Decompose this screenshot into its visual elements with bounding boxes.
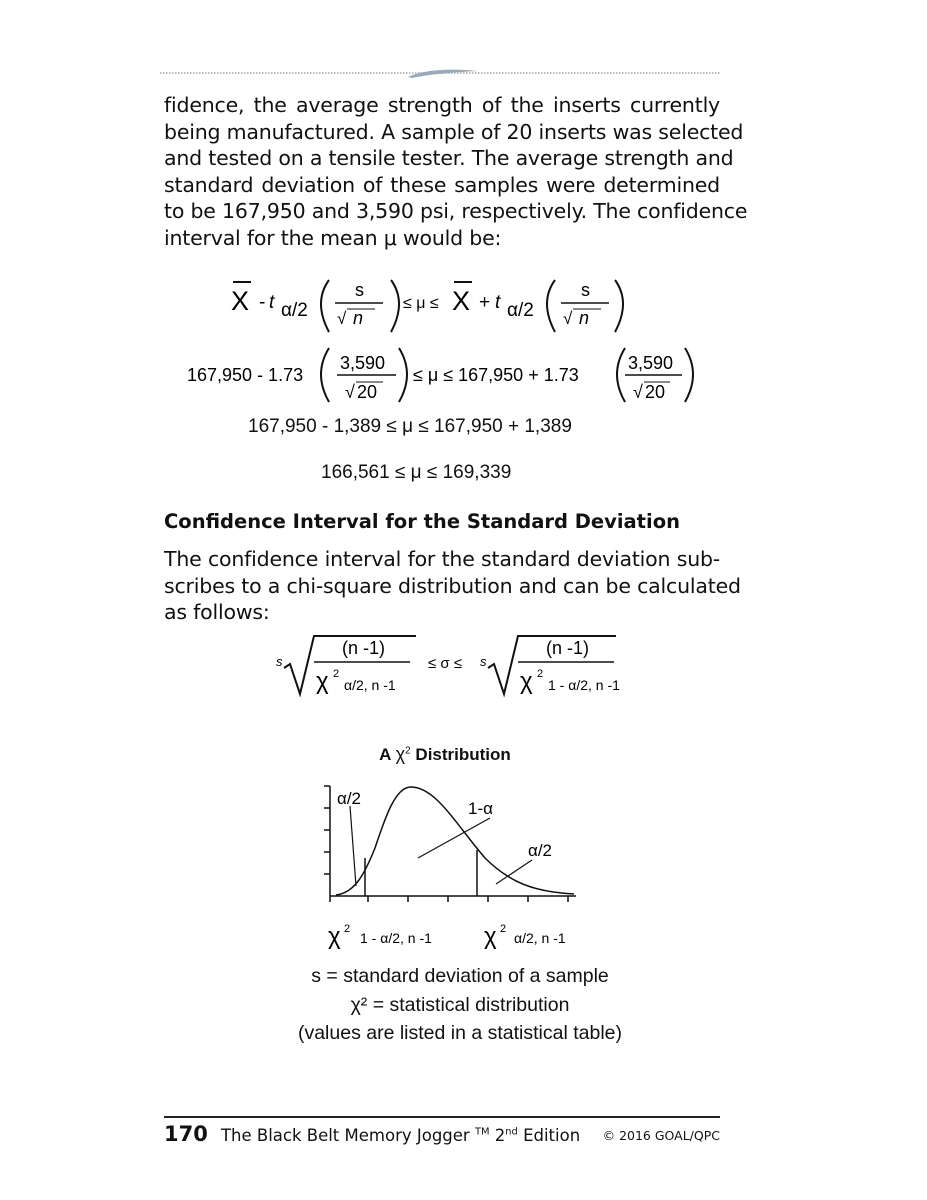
svg-text:α/2: α/2 xyxy=(507,300,534,321)
svg-text:α/2: α/2 xyxy=(281,300,308,321)
sd-paragraph xyxy=(164,546,741,626)
svg-text:α/2, n -1: α/2, n -1 xyxy=(344,677,396,693)
svg-text:1 - α/2, n -1: 1 - α/2, n -1 xyxy=(548,677,620,693)
svg-text:X: X xyxy=(452,286,471,316)
svg-text:-: - xyxy=(259,292,266,313)
mean-interval-simplified: 167,950 - 1,389 ≤ μ ≤ 167,950 + 1,389 xyxy=(248,416,572,437)
intro-line: being manufactured. A sample of 20 inserts was selected xyxy=(164,119,744,144)
right-tail-label: α/2 xyxy=(528,841,553,860)
svg-text:s: s xyxy=(355,280,364,300)
svg-text:t: t xyxy=(269,292,275,313)
svg-text:2: 2 xyxy=(333,668,340,680)
definition-line: χ² = statistical distribution xyxy=(350,993,570,1016)
svg-text:≤ μ ≤: ≤ μ ≤ xyxy=(403,295,439,312)
svg-text:χ: χ xyxy=(316,668,329,695)
svg-text:t: t xyxy=(495,292,501,313)
sd-interval-formula xyxy=(272,632,632,698)
page-footer xyxy=(164,1122,724,1146)
svg-text:3,590: 3,590 xyxy=(340,353,386,373)
header-ornament xyxy=(160,66,720,80)
definitions xyxy=(230,962,690,1048)
svg-text:≤ σ ≤: ≤ σ ≤ xyxy=(428,655,463,672)
intro-line: interval for the mean μ would be: xyxy=(164,225,502,250)
intro-line: fidence, the average strength of the inserts currently xyxy=(164,93,720,117)
svg-text:167,950 - 1.73: 167,950 - 1.73 xyxy=(187,365,304,385)
left-critical-label: 1 - α/2, n -1 xyxy=(360,930,432,946)
intro-line: to be 167,950 and 3,590 psi, respectively. The confidence xyxy=(164,199,748,224)
svg-text:s: s xyxy=(276,654,283,669)
definition-line: s = standard deviation of a sample xyxy=(311,965,609,987)
svg-text:20: 20 xyxy=(645,382,666,402)
svg-text:χ: χ xyxy=(520,668,533,695)
left-tail-label: α/2 xyxy=(337,789,362,808)
book-title: The Black Belt Memory Jogger ™ 2nd Edition xyxy=(220,1126,581,1145)
chart-title: A $\chi^2$ Distribution xyxy=(379,744,511,764)
xbar-symbol: X xyxy=(231,286,250,316)
svg-text:χ: χ xyxy=(484,923,497,950)
svg-text:2: 2 xyxy=(500,923,507,935)
svg-text:2: 2 xyxy=(344,923,351,935)
sd-line: scribes to a chi-square distribution and can be calculated xyxy=(164,573,741,598)
mean-interval-result: 166,561 ≤ μ ≤ 169,339 xyxy=(321,462,512,483)
svg-text:n: n xyxy=(579,308,590,328)
svg-text:2: 2 xyxy=(537,668,544,680)
svg-text:s: s xyxy=(480,654,487,669)
svg-text:20: 20 xyxy=(357,382,378,402)
intro-line: and tested on a tensile tester. The average strength and xyxy=(164,146,734,171)
svg-text:√: √ xyxy=(345,382,355,402)
sd-line: as follows: xyxy=(164,600,270,624)
center-label: 1-α xyxy=(468,799,493,818)
svg-text:s: s xyxy=(581,280,590,300)
chi-square-diagram xyxy=(310,778,600,958)
copyright: © 2016 GOAL/QPC xyxy=(602,1128,720,1143)
svg-text:(n -1): (n -1) xyxy=(546,638,590,658)
sqrt-symbol: √ xyxy=(337,309,347,328)
right-critical-label: α/2, n -1 xyxy=(514,930,566,946)
intro-line: standard deviation of these samples were determined xyxy=(164,172,720,197)
section-heading: Confidence Interval for the Standard Deviation xyxy=(164,510,680,533)
svg-text:√: √ xyxy=(633,382,643,402)
definition-line: (values are listed in a statistical table) xyxy=(297,1022,623,1044)
svg-text:χ: χ xyxy=(328,923,341,950)
svg-text:√: √ xyxy=(563,309,573,328)
page-number: 170 xyxy=(164,1122,208,1146)
svg-text:+: + xyxy=(479,292,491,313)
mean-interval-formula xyxy=(225,272,645,342)
svg-text:3,590: 3,590 xyxy=(628,353,674,373)
sd-line: The confidence interval for the standard deviation sub- xyxy=(164,547,720,571)
svg-text:(n -1): (n -1) xyxy=(342,638,386,658)
footer-divider xyxy=(164,1116,720,1118)
svg-text:n: n xyxy=(353,308,364,328)
svg-text:≤ μ ≤ 167,950 + 1.73: ≤ μ ≤ 167,950 + 1.73 xyxy=(413,365,579,385)
mean-interval-substituted xyxy=(185,344,705,406)
intro-paragraph xyxy=(164,92,748,252)
